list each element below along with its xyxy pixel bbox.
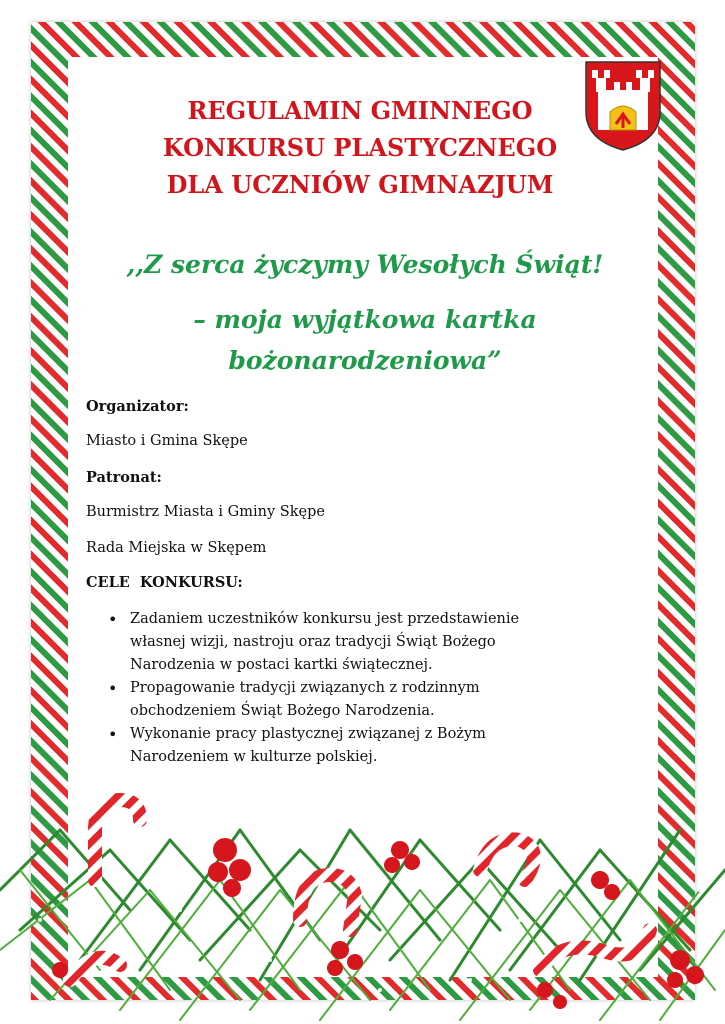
title-line-2: KONKURSU PLASTYCZNEGO xyxy=(162,133,558,162)
goal-line: • Propagowanie tradycji związanych z rodzinnym xyxy=(130,680,480,696)
christmas-garland-icon xyxy=(0,770,725,1024)
title-line-1: REGULAMIN GMINNEGO xyxy=(187,96,533,125)
goal-line: obchodzeniem Świąt Bożego Narodzenia. xyxy=(130,703,435,719)
goal-line: Narodzeniem w kulturze polskiej. xyxy=(130,749,378,765)
goals-list xyxy=(108,608,588,769)
patronage-value-1: Burmistrz Miasta i Gminy Skępe xyxy=(86,504,325,520)
goal-line: • Zadaniem uczestników konkursu jest przedstawienie xyxy=(130,611,520,627)
motto-line-2: – moja wyjątkowa kartka xyxy=(193,305,537,334)
goal-line: Narodzenia w postaci kartki świątecznej. xyxy=(130,657,433,673)
motto-line-1: ,,Z serca życzymy Wesołych Świąt! xyxy=(126,250,604,279)
goals-heading: CELE KONKURSU: xyxy=(86,574,243,591)
goal-item xyxy=(108,608,588,677)
patronage-value-2: Rada Miejska w Skępem xyxy=(86,540,267,556)
title-line-3: DLA UCZNIÓW GIMNAZJUM xyxy=(166,170,554,199)
goal-item xyxy=(108,723,588,769)
organizer-heading: Organizator: xyxy=(86,398,189,415)
goal-item xyxy=(108,677,588,723)
goal-line: własnej wizji, nastroju oraz tradycji Świąt Bożego xyxy=(130,634,496,650)
motto-line-3: bożonarodzeniowa” xyxy=(228,346,502,375)
organizer-value: Miasto i Gmina Skępe xyxy=(86,433,248,449)
patronage-heading: Patronat: xyxy=(86,469,162,486)
goal-line: • Wykonanie pracy plastycznej związanej z Bożym xyxy=(130,726,486,742)
